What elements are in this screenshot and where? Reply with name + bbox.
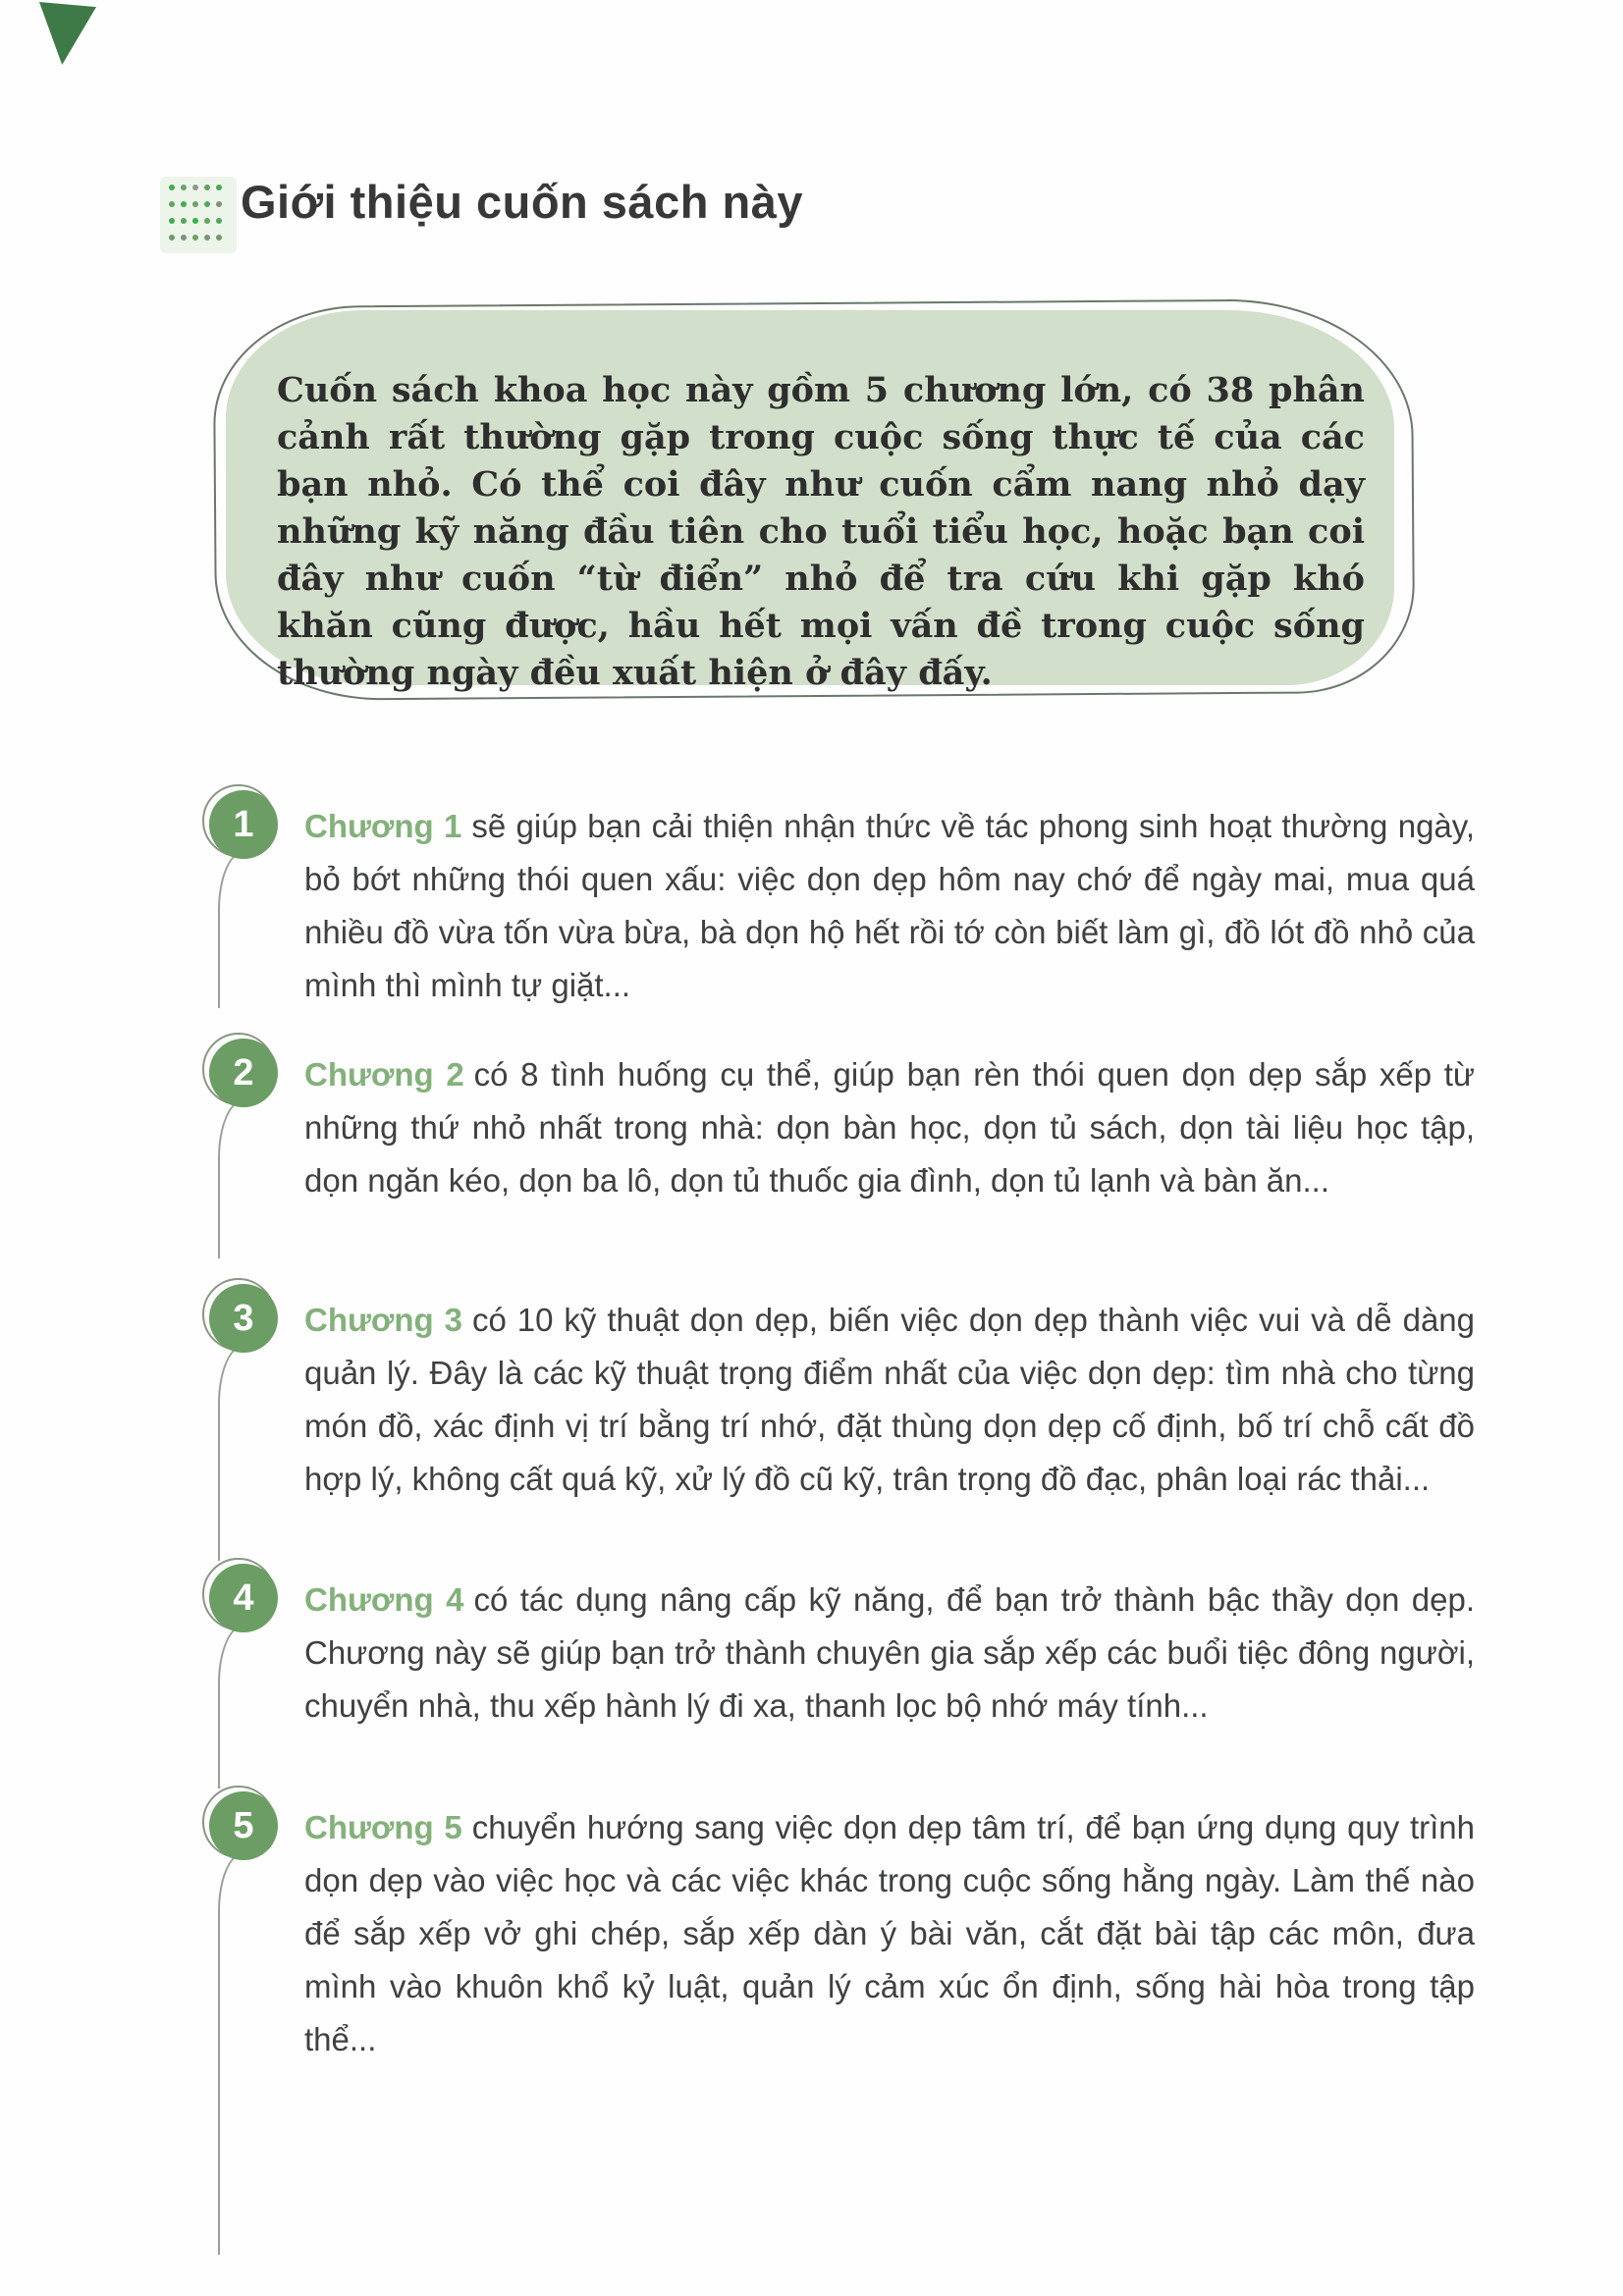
chapter-number-badge: 2 [209,1039,278,1107]
chapter-text: có 8 tình huống cụ thể, giúp bạn rèn thói quen dọn dẹp sắp xếp từ những thứ nhỏ nhất trong nhà: dọn bàn học, dọn tủ sách, dọn tài liệu học tập, dọn ngăn kéo, dọn ba lô, dọn tủ thuốc gia đình, dọn tủ lạnh và bàn ăn... [304,1056,1475,1199]
chapter-number-badge: 4 [209,1564,278,1632]
thread-line [218,1852,247,2255]
chapter-label: Chương 4 [304,1581,464,1618]
dot [216,218,222,224]
chapter-label: Chương 3 [304,1302,462,1338]
dot [204,235,210,240]
dot [216,235,222,240]
chapter-paragraph [304,800,1475,1012]
dot [192,235,198,240]
dot [181,218,187,224]
dot [181,201,187,207]
chapter-paragraph [304,1048,1475,1207]
dot [181,185,187,190]
thread-line [218,1345,247,1561]
dot [169,185,175,190]
dot [192,185,198,190]
dot [169,201,175,207]
chapter-number-badge: 5 [209,1791,278,1860]
dot [192,201,198,207]
dot [204,218,210,224]
dot [216,201,222,207]
corner-triangle-icon [39,2,96,65]
dots-grid-icon [169,185,222,240]
intro-bubble-text: Cuốn sách khoa học này gồm 5 chương lớn, có 38 phân cảnh rất thường gặp trong cuộc sống thực tế của các bạn nhỏ. Có thể coi đây như cuốn cẩm nang nhỏ dạy những kỹ năng đầu tiên cho tuổi tiểu học, hoặc bạn coi đây như cuốn “từ điển” nhỏ để tra cứu khi gặp khó khăn cũng được, hầu hết mọi vấn đề trong cuộc sống thường ngày đều xuất hiện ở đây đấy. [277,370,1365,693]
chapter-text: chuyển hướng sang việc dọn dẹp tâm trí, để bạn ứng dụng quy trình dọn dẹp vào việc học và các việc khác trong cuộc sống hằng ngày. Làm thế nào để sắp xếp vở ghi chép, sắp xếp dàn ý bài văn, cắt đặt bài tập các môn, đưa mình vào khuôn khổ kỷ luật, quản lý cảm xúc ổn định, sống hài hòa trong tập thể... [304,1809,1475,2057]
chapter-paragraph [304,1294,1475,1506]
dot [204,185,210,190]
dot [204,201,210,207]
thread-line [218,1099,247,1258]
intro-bubble [226,310,1394,693]
chapter-paragraph [304,1574,1475,1733]
chapter-text: có 10 kỹ thuật dọn dẹp, biến việc dọn dẹp thành việc vui và dễ dàng quản lý. Đây là các kỹ thuật trọng điểm nhất của việc dọn dẹp: tìm nhà cho từng món đồ, xác định vị trí bằng trí nhớ, đặt thùng dọn dẹp cố định, bố trí chỗ cất đồ hợp lý, không cất quá kỹ, xử lý đồ cũ kỹ, trân trọng đồ đạc, phân loại rác thải... [304,1302,1475,1497]
chapter-label: Chương 5 [304,1809,462,1845]
dot [169,218,175,224]
dot [192,218,198,224]
dot [181,235,187,240]
page-title: Giới thiệu cuốn sách này [241,176,803,228]
chapter-label: Chương 1 [304,808,462,844]
chapter-label: Chương 2 [304,1056,464,1093]
chapter-text: có tác dụng nâng cấp kỹ năng, để bạn trở thành bậc thầy dọn dẹp. Chương này sẽ giúp bạn trở thành chuyên gia sắp xếp các buổi tiệc đông người, chuyển nhà, thu xếp hành lý đi xa, thanh lọc bộ nhớ máy tính... [304,1581,1475,1724]
thread-line [218,851,247,1008]
chapter-paragraph [304,1801,1475,2066]
thread-line [218,1625,247,1789]
chapter-number-badge: 3 [209,1284,278,1353]
chapter-number-badge: 1 [209,790,278,859]
dot [216,185,222,190]
chapter-text: sẽ giúp bạn cải thiện nhận thức về tác phong sinh hoạt thường ngày, bỏ bớt những thói quen xấu: việc dọn dẹp hôm nay chớ để ngày mai, mua quá nhiều đồ vừa tốn vừa bừa, bà dọn hộ hết rồi tớ còn biết làm gì, đồ lót đồ nhỏ của mình thì mình tự giặt... [304,808,1475,1003]
dot [169,235,175,240]
